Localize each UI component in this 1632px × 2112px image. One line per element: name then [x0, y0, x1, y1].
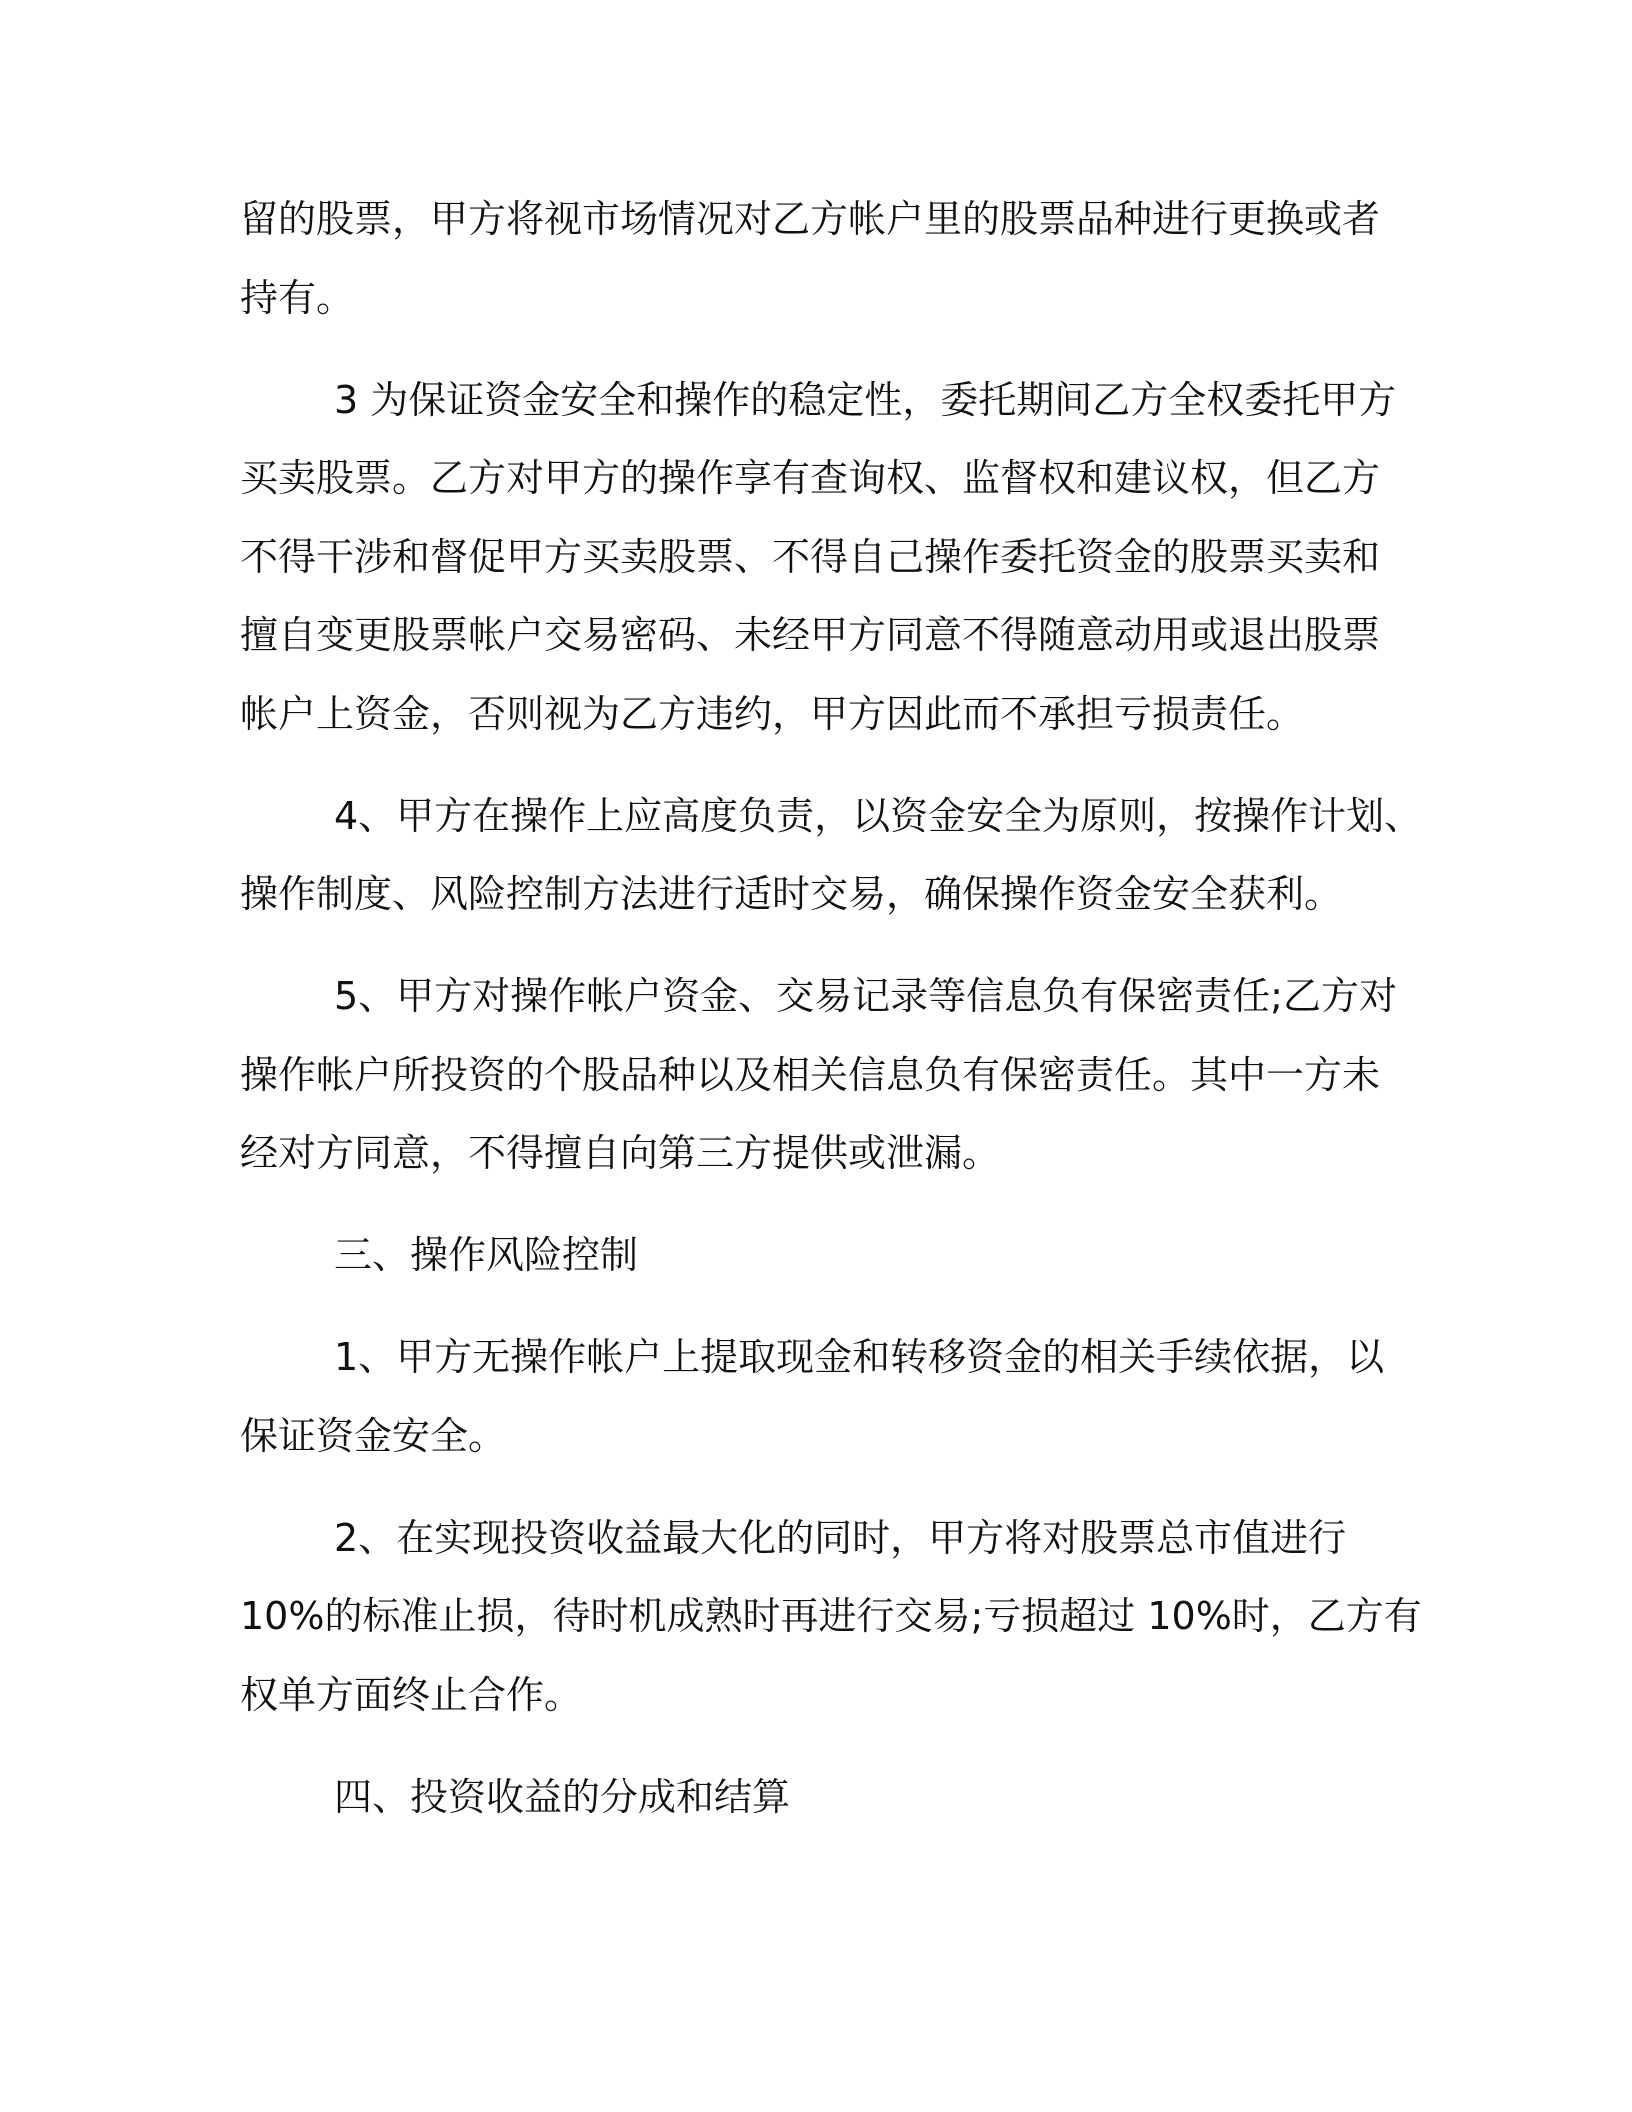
text-line: 2、在实现投资收益最大化的同时，甲方将对股票总市值进行	[334, 1515, 1347, 1560]
text-line: 操作帐户所投资的个股品种以及相关信息负有保密责任。其中一方未	[240, 1052, 1381, 1097]
text-line: 权单方面终止合作。	[240, 1672, 583, 1717]
clause-3-paragraph	[240, 361, 1405, 754]
text-line: 不得干涉和督促甲方买卖股票、不得自己操作委托资金的股票买卖和	[240, 534, 1381, 579]
section-3-heading	[240, 1216, 1405, 1295]
text-line: 操作制度、风险控制方法进行适时交易，确保操作资金安全获利。	[240, 872, 1343, 916]
text-line: 保证资金安全。	[240, 1413, 507, 1458]
text-line: 5、甲方对操作帐户资金、交易记录等信息负有保密责任;乙方对	[334, 974, 1397, 1018]
continuation-paragraph	[240, 180, 1405, 337]
risk-clause-1-paragraph	[240, 1318, 1405, 1475]
text-line: 经对方同意，不得擅自向第三方提供或泄漏。	[240, 1131, 1001, 1175]
text-line: 3 为保证资金安全和操作的稳定性，委托期间乙方全权委托甲方	[334, 377, 1397, 422]
document-body	[240, 180, 1423, 1860]
text-line: 留的股票，甲方将视市场情况对乙方帐户里的股票品种进行更换或者	[240, 197, 1381, 241]
clause-5-paragraph	[240, 957, 1405, 1193]
section-4-heading	[240, 1758, 1405, 1837]
text-line: 1、甲方无操作帐户上提取现金和转移资金的相关手续依据，以	[334, 1335, 1385, 1379]
heading-text: 三、操作风险控制	[334, 1233, 639, 1277]
risk-clause-2-paragraph	[240, 1499, 1422, 1735]
text-line: 买卖股票。乙方对甲方的操作享有查询权、监督权和建议权，但乙方	[240, 456, 1381, 500]
text-line: 擅自变更股票帐户交易密码、未经甲方同意不得随意动用或退出股票	[240, 613, 1381, 657]
text-line: 帐户上资金，否则视为乙方违约，甲方因此而不承担亏损责任。	[240, 691, 1305, 736]
text-line: 4、甲方在操作上应高度负责，以资金安全为原则，按操作计划、	[334, 793, 1423, 838]
clause-4-paragraph	[240, 777, 1423, 934]
heading-text: 四、投资收益的分成和结算	[334, 1774, 791, 1819]
text-line: 10%的标准止损，待时机成熟时再进行交易;亏损超过 10%时，乙方有	[240, 1594, 1422, 1638]
text-line: 持有。	[240, 275, 355, 320]
